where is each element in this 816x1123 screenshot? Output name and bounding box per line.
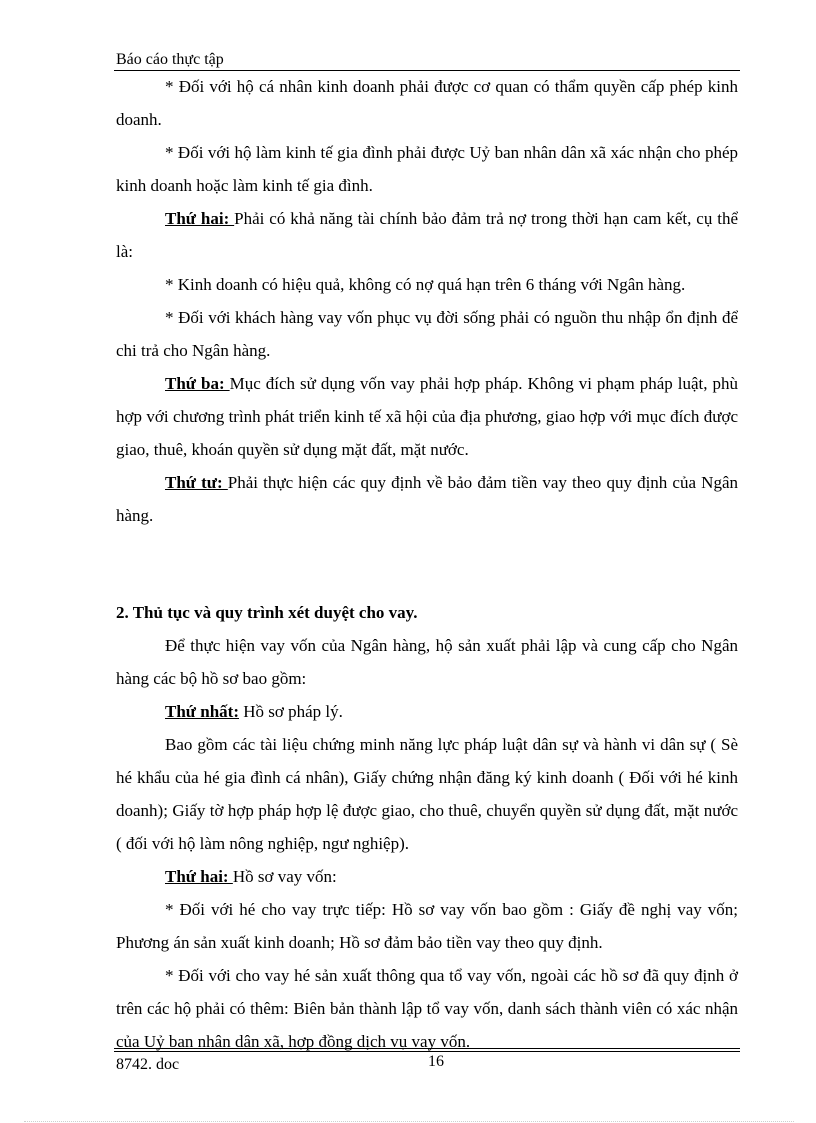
paragraph-text: Mục đích sử dụng vốn vay phải hợp pháp. Không vi phạm pháp luật, phù hợp với chương trình phát triển kinh tế xã hội của địa phương, giao hợp với mục đích được giao, thuê, khoán quyền sử dụng mặt đất, mặt nước. (116, 374, 738, 459)
page-number: 16 (428, 1053, 444, 1070)
paragraph-text: Phải thực hiện các quy định về bảo đảm tiền vay theo quy định của Ngân hàng. (116, 473, 738, 525)
paragraph (116, 466, 738, 532)
footer-filename: 8742. doc (116, 1056, 180, 1073)
condition-label: Thứ hai: (165, 867, 233, 886)
paragraph: * Đối với cho vay hé sản xuất thông qua tổ vay vốn, ngoài các hồ sơ đã quy định ở trên các hộ phải có thêm: Biên bản thành lập tổ vay vốn, danh sách thành viên có xác nhận của Uỷ ban nhân dân xã, hợp đồng dịch vụ vay vốn. (116, 966, 738, 1051)
paragraph-text: Phải có khả năng tài chính bảo đảm trả nợ trong thời hạn cam kết, cụ thể là: (116, 209, 738, 261)
paragraph (116, 695, 738, 728)
page-edge (24, 1121, 794, 1122)
paragraph: * Đối với hộ cá nhân kinh doanh phải được cơ quan có thẩm quyền cấp phép kinh doanh. (116, 77, 738, 129)
footer-rule-top (114, 1048, 740, 1049)
paragraph: * Đối với hộ làm kinh tế gia đình phải được Uỷ ban nhân dân xã xác nhận cho phép kinh doanh hoặc làm kinh tế gia đình. (116, 143, 738, 195)
condition-label: Thứ nhất: (165, 702, 239, 721)
condition-label: Thứ hai: (165, 209, 235, 228)
paragraph: Để thực hiện vay vốn của Ngân hàng, hộ sản xuất phải lập và cung cấp cho Ngân hàng các bộ hồ sơ bao gồm: (116, 636, 738, 688)
paragraph: * Kinh doanh có hiệu quả, không có nợ quá hạn trên 6 tháng với Ngân hàng. (165, 275, 686, 294)
header-title: Báo cáo thực tập (116, 51, 224, 68)
document-body (116, 70, 738, 1058)
paragraph: * Đối với hé cho vay trực tiếp: Hồ sơ vay vốn bao gồm : Giấy đề nghị vay vốn; Phương án sản xuất kinh doanh; Hồ sơ đảm bảo tiền vay theo quy định. (116, 900, 738, 952)
paragraph (116, 202, 738, 268)
condition-label: Thứ ba: (165, 374, 230, 393)
paragraph-text: Hồ sơ pháp lý. (238, 702, 343, 721)
footer-rule-bottom (114, 1051, 740, 1052)
section-heading: 2. Thủ tục và quy trình xét duyệt cho vay. (116, 603, 418, 622)
condition-label: Thứ tư: (165, 473, 228, 492)
paragraph (116, 367, 738, 466)
spacer (116, 532, 738, 596)
paragraph-text: Hồ sơ vay vốn: (232, 867, 337, 886)
paragraph: Bao gồm các tài liệu chứng minh năng lực pháp luật dân sự và hành vi dân sự ( Sè hé khẩu của hé gia đình cá nhân), Giấy chứng nhận đăng ký kinh doanh ( Đối với hé kinh doanh); Giấy tờ hợp pháp hợp lệ được giao, cho thuê, chuyển quyền sử dụng đất, mặt nước ( đối với hộ làm nông nghiệp, ngư nghiệp). (116, 735, 738, 853)
paragraph: * Đối với khách hàng vay vốn phục vụ đời sống phải có nguồn thu nhập ổn định để chi trả cho Ngân hàng. (116, 308, 738, 360)
paragraph (116, 860, 738, 893)
